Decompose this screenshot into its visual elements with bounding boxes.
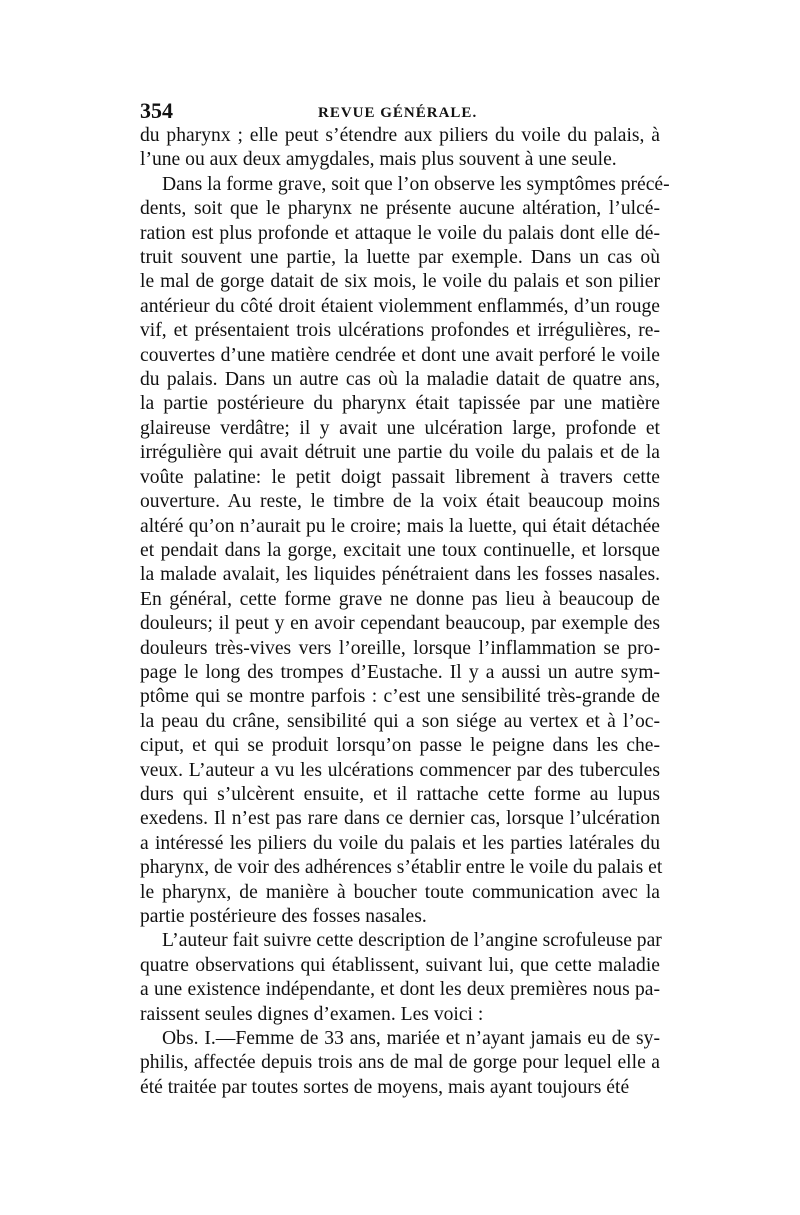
text-line: a une existence indépendante, et dont les deux premières nous pa- <box>140 979 660 1001</box>
text-line: a intéressé les piliers du voile du palais et les parties latérales du <box>140 832 660 854</box>
text-line: douleurs; il peut y en avoir cependant beaucoup, par exemple des <box>140 613 660 635</box>
text-line: altéré qu’on n’aurait pu le croire; mais la luette, qui était détachée <box>140 515 660 537</box>
text-line: page le long des trompes d’Eustache. Il y a aussi un autre sym- <box>140 661 660 683</box>
paragraph <box>140 124 660 173</box>
text-line: partie postérieure des fosses nasales. <box>140 906 427 927</box>
text-line: durs qui s’ulcèrent ensuite, et il rattache cette forme au lupus <box>140 783 660 805</box>
text-line: raissent seules dignes d’examen. Les voici : <box>140 1003 484 1025</box>
text-line: couvertes d’une matière cendrée et dont une avait perforé le voile <box>140 344 660 366</box>
text-line: douleurs très-vives vers l’oreille, lorsque l’inflammation se pro- <box>140 637 660 659</box>
paragraph <box>140 173 670 930</box>
text-line: L’auteur fait suivre cette description de l’angine scrofuleuse par <box>162 930 662 952</box>
text-line: ptôme qui se montre parfois : c’est une sensibilité très-grande de <box>140 686 660 708</box>
text-line: dents, soit que le pharynx ne présente aucune altération, l’ulcé- <box>140 198 660 220</box>
text-line: ciput, et qui se produit lorsqu’on passe le peigne dans les che- <box>140 735 660 757</box>
text-line: le mal de gorge datait de six mois, le voile du palais et son pilier <box>140 271 660 293</box>
text-line: exedens. Il n’est pas rare dans ce dernier cas, lorsque l’ulcération <box>140 808 660 830</box>
text-line: philis, affectée depuis trois ans de mal de gorge pour lequel elle a <box>140 1052 660 1074</box>
text-line: vif, et présentaient trois ulcérations profondes et irrégulières, re- <box>140 320 660 342</box>
text-line: du palais. Dans un autre cas où la maladie datait de quatre ans, <box>140 369 660 391</box>
text-line: glaireuse verdâtre; il y avait une ulcération large, profonde et <box>140 417 660 439</box>
text-line: Dans la forme grave, soit que l’on observe les symptômes précé- <box>162 173 670 195</box>
text-line: été traitée par toutes sortes de moyens, mais ayant toujours été <box>140 1076 630 1098</box>
text-line: la malade avalait, les liquides pénétraient dans les fosses nasales. <box>140 564 660 586</box>
text-line: du pharynx ; elle peut s’étendre aux piliers du voile du palais, à <box>140 125 660 146</box>
text-line: En général, cette forme grave ne donne pas lieu à beaucoup de <box>140 588 660 610</box>
running-title: REVUE GÉNÉRALE. <box>318 105 478 121</box>
text-line: truit souvent une partie, la luette par exemple. Dans un cas où <box>140 247 660 269</box>
text-line: l’une ou aux deux amygdales, mais plus souvent à une seule. <box>140 149 617 171</box>
text-line: Obs. I.—Femme de 33 ans, mariée et n’ayant jamais eu de sy- <box>162 1028 660 1050</box>
paragraph <box>140 1027 660 1100</box>
text-line: ration est plus profonde et attaque le voile du palais dont elle dé- <box>140 222 660 244</box>
page-number: 354 <box>140 98 173 123</box>
text-line: pharynx, de voir des adhérences s’établir entre le voile du palais et <box>140 857 663 879</box>
text-line: quatre observations qui établissent, suivant lui, que cette maladie <box>140 954 660 976</box>
text-line: irrégulière qui avait détruit une partie du voile du palais et de la <box>140 442 660 464</box>
text-line: veux. L’auteur a vu les ulcérations commencer par des tubercules <box>140 759 660 781</box>
text-line: le pharynx, de manière à boucher toute communication avec la <box>140 881 660 903</box>
text-line: voûte palatine: le petit doigt passait librement à travers cette <box>140 466 660 488</box>
body-text <box>140 124 670 1100</box>
text-line: la partie postérieure du pharynx était tapissée par une matière <box>140 393 660 415</box>
text-line: et pendait dans la gorge, excitait une toux continuelle, et lorsque <box>140 539 660 561</box>
paragraph <box>140 929 660 1027</box>
text-line: antérieur du côté droit étaient violemment enflammés, d’un rouge <box>140 295 660 317</box>
text-line: la peau du crâne, sensibilité qui a son siége au vertex et à l’oc- <box>140 710 660 732</box>
text-line: ouverture. Au reste, le timbre de la voix était beaucoup moins <box>140 491 660 513</box>
